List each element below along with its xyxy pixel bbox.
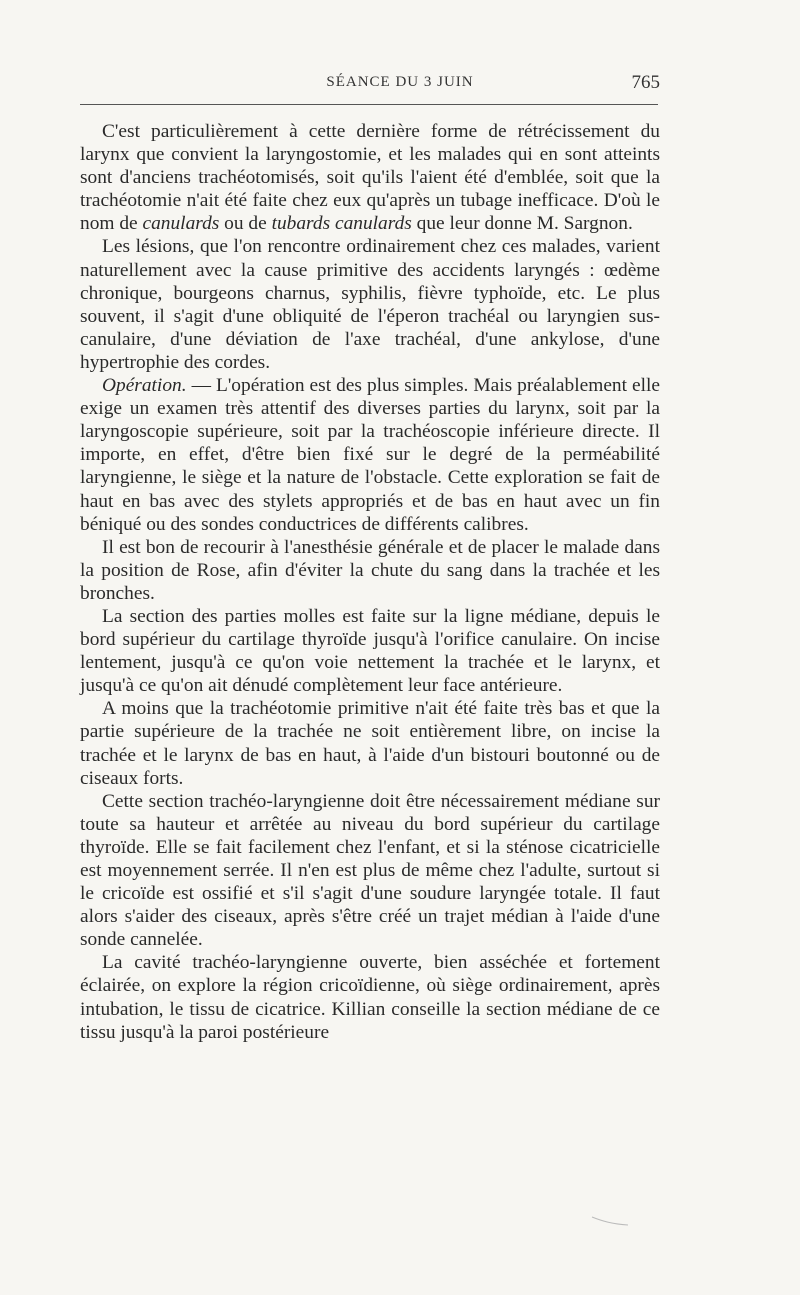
text-run: Les lésions, que l'on rencontre ordinairement chez ces malades, varient naturellement avec la cause primitive des accidents laryngés : œdème chronique, bourgeons charnus, syphilis, fièvre typhoïde, etc. Le plus souvent, il s'agit d'une obliquité de l'éperon trachéal ou laryngien sus-canulaire, d'une déviation de l'axe trachéal, d'une ankylose, d'une hypertrophie des cordes. [80,236,660,373]
paragraph [80,951,660,1043]
text-run: La cavité trachéo-laryngienne ouverte, bien asséchée et fortement éclairée, on explore la région cricoïdienne, où siège ordinairement, après intubation, le tissu de cicatrice. Killian conseille la section médiane de ce tissu jusqu'à la paroi postérieure [80,952,660,1043]
text-run: A moins que la trachéotomie primitive n'ait été faite très bas et que la partie supérieure de la trachée ne soit entièrement libre, on incise la trachée et le larynx de bas en haut, à l'aide d'un bistouri boutonné ou de ciseaux forts. [80,698,660,789]
paragraph [80,120,660,235]
paragraph [80,374,660,536]
page-number: 765 [631,72,660,93]
running-header [80,74,660,96]
italic-term: canulards [142,213,220,235]
body-text [80,120,660,1044]
italic-term: tubards canulards [271,213,412,235]
paragraph [80,790,660,952]
paragraph [80,235,660,374]
section-heading-inline: Opération. [102,375,187,397]
text-run: C'est particulièrement à cette dernière forme de rétrécissement du larynx que convient la laryngostomie, et les malades qui en sont atteints sont d'anciens trachéotomisés, soit qu'ils l'aient été d'emblée, soit que la trachéotomie n'ait été faite chez eux qu'après un tubage inefficace. D'où le nom de [80,121,660,235]
text-run: La section des parties molles est faite sur la ligne médiane, depuis le bord supérieur du cartilage thyroïde jusqu'à l'orifice canulaire. On incise lentement, jusqu'à ce qu'on voie nettement la trachée et le larynx, et jusqu'à ce qu'on ait dénudé complètement leur face antérieure. [80,605,660,697]
text-run: — L'opération est des plus simples. Mais préalablement elle exige un examen très attentif des diverses parties du larynx, soit par la laryngoscopie supérieure, soit par la trachéoscopie inférieure directe. Il importe, en effet, d'être bien fixé sur le degré de la perméabilité laryngienne, le siège et la nature de l'obstacle. Cette exploration se fait de haut en bas avec des stylets appropriés et de bas en haut avec un fin béniqué ou des sondes conductrices de différents calibres. [80,375,660,535]
paragraph [80,536,660,605]
text-run: Cette section trachéo-laryngienne doit être nécessairement médiane sur toute sa hauteur et arrêtée au niveau du bord supérieur du cartilage thyroïde. Elle se fait facilement chez l'enfant, et si la sténose cicatricielle est moyennement serrée. Il n'en est plus de même chez l'adulte, surtout si le cricoïde est ossifié et s'il s'agit d'une soudure laryngée totale. Il faut alors s'aider des ciseaux, après s'être créé un trajet médian à l'aide d'une sonde cannelée. [80,790,660,951]
paragraph [80,605,660,697]
text-run: que leur donne M. Sargnon. [411,213,633,235]
scan-mark [590,1215,630,1227]
running-title: SÉANCE DU 3 JUIN [326,74,474,90]
text-run: Il est bon de recourir à l'anesthésie générale et de placer le malade dans la position de Rose, afin d'éviter la chute du sang dans la trachée et les bronches. [80,536,660,604]
paragraph [80,697,660,789]
header-rule [80,104,658,105]
text-run: ou de [219,213,272,235]
